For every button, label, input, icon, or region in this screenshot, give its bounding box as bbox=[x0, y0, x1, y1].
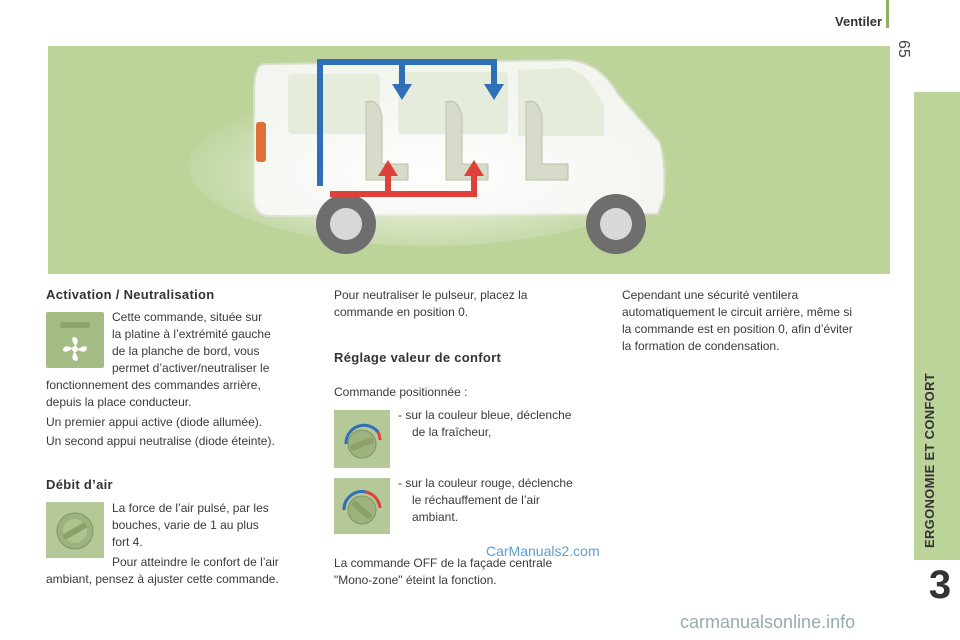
text-line: - sur la couleur bleue, déclenche bbox=[398, 408, 572, 422]
chapter-sidebar bbox=[914, 92, 960, 560]
text-line: La force de l’air pulsé, par les bbox=[112, 501, 269, 515]
text-line: Cependant une sécurité ventilera bbox=[622, 288, 799, 302]
temperature-knob-icon bbox=[338, 482, 386, 530]
text-line: de la planche de bord, vous bbox=[112, 344, 260, 358]
section-title-comfort: Réglage valeur de confort bbox=[334, 350, 502, 365]
text-line: la commande est en position 0, afin d’éviter bbox=[622, 322, 853, 336]
text-line: depuis la place conducteur. bbox=[46, 395, 192, 409]
chapter-number: 3 bbox=[920, 560, 960, 610]
text-line: Un second appui neutralise (diode éteinte). bbox=[46, 434, 275, 448]
section-title-activation: Activation / Neutralisation bbox=[46, 287, 215, 302]
header-divider bbox=[886, 0, 889, 28]
text-line: commande en position 0. bbox=[334, 305, 469, 319]
watermark-carmanuals2: CarManuals2.com bbox=[486, 543, 600, 559]
page-number: 65 bbox=[895, 40, 912, 58]
watermark-carmanualsonline: carmanualsonline.info bbox=[680, 612, 856, 632]
text-line: Pour atteindre le confort de l’air bbox=[112, 555, 279, 569]
text-line: le réchauffement de l’air bbox=[412, 493, 540, 507]
text-line: automatiquement le circuit arrière, même si bbox=[622, 305, 853, 319]
text-line: Un premier appui active (diode allumée). bbox=[46, 415, 263, 429]
text-line: de la fraîcheur, bbox=[412, 425, 492, 439]
van-ventilation-illustration bbox=[48, 46, 890, 274]
text-line: Commande positionnée : bbox=[334, 385, 468, 399]
text-line: "Mono-zone" éteint la fonction. bbox=[334, 573, 497, 587]
text-line: - sur la couleur rouge, déclenche bbox=[398, 476, 573, 490]
text-line: bouches, varie de 1 au plus bbox=[112, 518, 259, 532]
chapter-label: ERGONOMIE ET CONFORT bbox=[922, 373, 937, 548]
van-diagram bbox=[48, 46, 890, 274]
text-line: la formation de condensation. bbox=[622, 339, 780, 353]
temperature-knob-icon bbox=[338, 414, 386, 464]
text-line: La commande OFF de la façade centrale bbox=[334, 556, 553, 570]
fan-icon bbox=[62, 336, 88, 362]
airflow-knob-thumbnail bbox=[46, 502, 104, 558]
section-title-airflow: Débit d’air bbox=[46, 477, 113, 492]
text-line: Pour neutraliser le pulseur, placez la bbox=[334, 288, 528, 302]
text-line: permet d’activer/neutraliser le bbox=[112, 361, 270, 375]
cold-setting-thumbnail bbox=[334, 410, 390, 468]
text-line: ambiant. bbox=[412, 510, 459, 524]
warm-setting-thumbnail bbox=[334, 478, 390, 534]
text-line: Cette commande, située sur bbox=[112, 310, 263, 324]
text-line: ambiant, pensez à ajuster cette commande. bbox=[46, 572, 279, 586]
knob-icon bbox=[52, 506, 98, 554]
fan-button-thumbnail bbox=[46, 312, 104, 368]
text-line: fort 4. bbox=[112, 535, 143, 549]
text-line: fonctionnement des commandes arrière, bbox=[46, 378, 261, 392]
text-line: la platine à l’extrémité gauche bbox=[112, 327, 271, 341]
page-section-title: Ventiler bbox=[835, 14, 882, 29]
